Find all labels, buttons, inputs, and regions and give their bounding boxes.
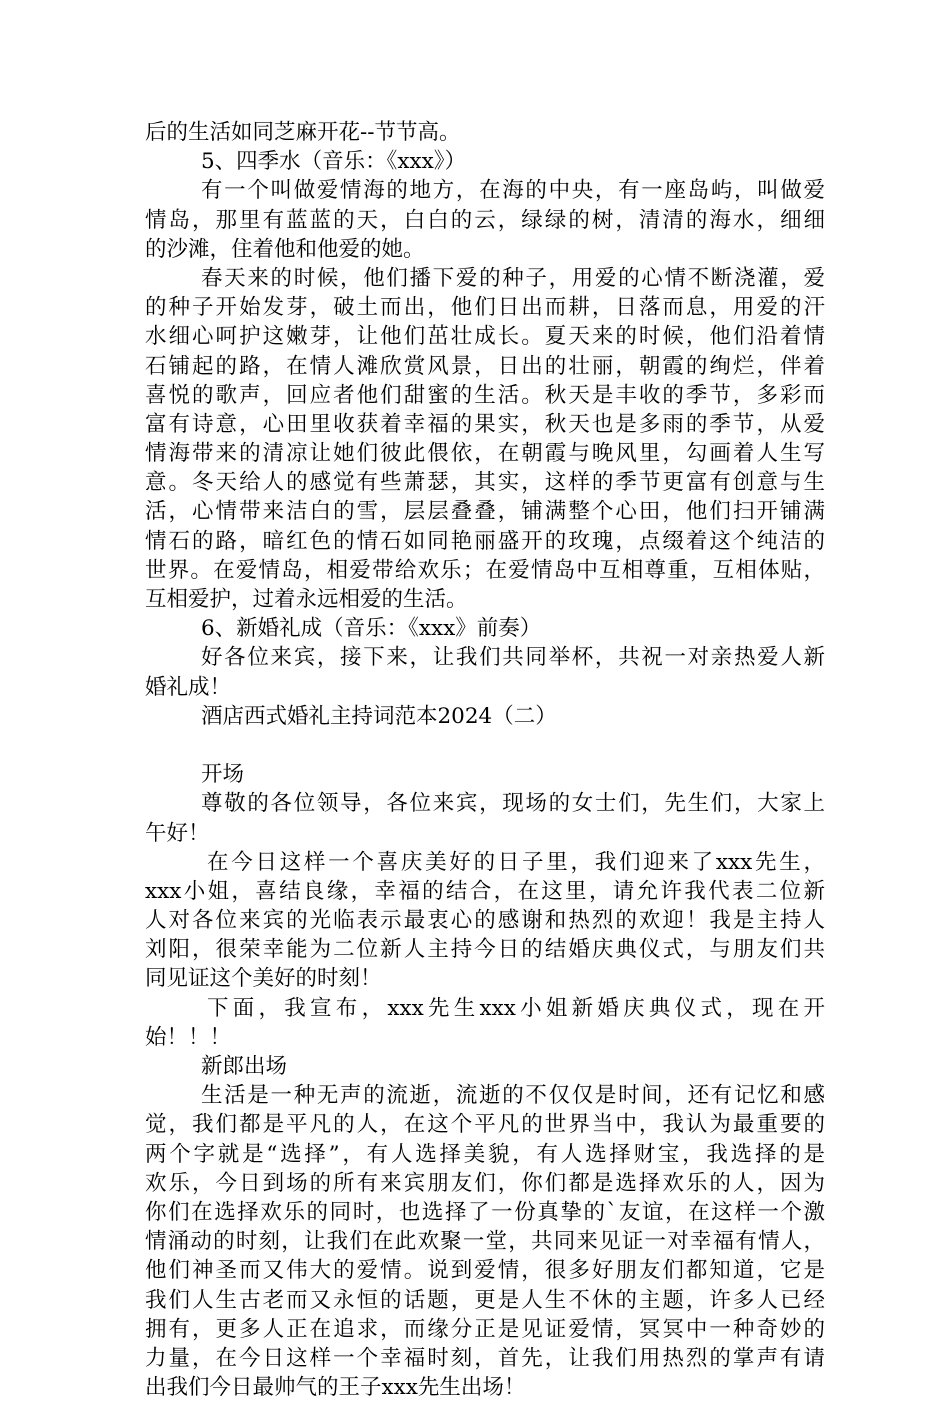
- paragraph-line: 有一个叫做爱情海的地方，在海的中央，有一座岛屿，叫做爱: [201, 178, 825, 204]
- paragraph-line: 我们人生古老而又永恒的话题，更是人生不休的主题，许多人已经: [145, 1287, 825, 1313]
- section-heading: 开场: [201, 762, 245, 788]
- paragraph-line: 石铺起的路，在情人滩欣赏风景，日出的壮丽，朝霞的绚烂，伴着: [145, 353, 825, 379]
- paragraph-line: 午好！: [145, 820, 210, 846]
- paragraph-line: 春天来的时候，他们播下爱的种子，用爱的心情不断浇灌，爱: [201, 265, 825, 291]
- paragraph-line: 互相爱护，过着永远相爱的生活。: [145, 587, 468, 612]
- paragraph-line: 人对各位来宾的光临表示最衷心的感谢和热烈的欢迎！我是主持人: [145, 908, 825, 934]
- paragraph-line: 情海带来的清凉让她们彼此偎依，在朝霞与晚风里，勾画着人生写: [145, 441, 825, 467]
- paragraph-line: 觉，我们都是平凡的人，在这个平凡的世界当中，我认为最重要的: [145, 1112, 825, 1138]
- paragraph-line: 出我们今日最帅气的王子xxx先生出场！: [145, 1375, 526, 1401]
- paragraph-line: 两个字就是“选择”，有人选择美貌，有人选择财宝，我选择的是: [145, 1141, 825, 1167]
- paragraph-line: 同见证这个美好的时刻！: [145, 966, 382, 992]
- paragraph-line: 刘阳，很荣幸能为二位新人主持今日的结婚庆典仪式，与朋友们共: [145, 937, 825, 963]
- document-title: 酒店西式婚礼主持词范本2024（二）: [201, 703, 557, 729]
- paragraph-line: 始！！！: [145, 1024, 232, 1050]
- paragraph-line: 下面，我宣布，xxx先生xxx小姐新婚庆典仪式，现在开: [207, 995, 825, 1021]
- document-page: [145, 118, 825, 1402]
- paragraph-line: 情岛，那里有蓝蓝的天，白白的云，绿绿的树，清清的海水，细细: [145, 207, 825, 233]
- paragraph-line: 的沙滩，住着他和他爱的她。: [145, 236, 425, 262]
- paragraph-line: 他们神圣而又伟大的爱情。说到爱情，很多好朋友们都知道，它是: [145, 1258, 825, 1284]
- paragraph-line: 在今日这样一个喜庆美好的日子里，我们迎来了xxx先生，: [207, 849, 825, 875]
- section-heading: 6、新婚礼成（音乐：《xxx》前奏）: [201, 616, 542, 642]
- paragraph-line: 世界。在爱情岛，相爱带给欢乐；在爱情岛中互相尊重，互相体贴，: [145, 557, 825, 583]
- paragraph-line: 情石的路，暗红色的情石如同艳丽盛开的玫瑰，点缀着这个纯洁的: [145, 528, 825, 554]
- paragraph-line: 欢乐，今日到场的所有来宾朋友们，你们都是选择欢乐的人，因为: [145, 1170, 825, 1196]
- paragraph-line: xxx小姐，喜结良缘，幸福的结合，在这里，请允许我代表二位新: [145, 878, 825, 904]
- paragraph-line: 婚礼成！: [145, 674, 232, 700]
- paragraph-line: 意。冬天给人的感觉有些萧瑟，其实，这样的季节更富有创意与生: [145, 470, 825, 496]
- paragraph-line: 力量，在今日这样一个幸福时刻，首先，让我们用热烈的掌声有请: [145, 1345, 825, 1371]
- paragraph-line: 生活是一种无声的流逝，流逝的不仅仅是时间，还有记忆和感: [201, 1083, 825, 1109]
- paragraph-line: 喜悦的歌声，回应者他们甜蜜的生活。秋天是丰收的季节，多彩而: [145, 382, 825, 408]
- blank-line: [145, 731, 825, 760]
- paragraph-line: 尊敬的各位领导，各位来宾，现场的女士们，先生们，大家上: [201, 791, 825, 817]
- paragraph-line: 的种子开始发芽，破土而出，他们日出而耕，日落而息，用爱的汗: [145, 295, 825, 321]
- paragraph-line: 情涌动的时刻，让我们在此欢聚一堂，共同来见证一对幸福有情人，: [145, 1229, 825, 1255]
- paragraph-line: 水细心呵护这嫩芽，让他们茁壮成长。夏天来的时候，他们沿着情: [145, 324, 825, 350]
- section-heading: 新郎出场: [201, 1054, 288, 1079]
- paragraph-line: 好各位来宾，接下来，让我们共同举杯，共祝一对亲热爱人新: [201, 645, 825, 671]
- paragraph-line: 你们在选择欢乐的同时，也选择了一份真挚的`友谊，在这样一个激: [145, 1199, 825, 1225]
- paragraph-line: 后的生活如同芝麻开花--节节高。: [145, 120, 461, 145]
- paragraph-line: 拥有，更多人正在追求，而缘分正是见证爱情，冥冥中一种奇妙的: [145, 1316, 825, 1342]
- paragraph-line: 活，心情带来洁白的雪，层层叠叠，铺满整个心田，他们扫开铺满: [145, 499, 825, 525]
- paragraph-line: 富有诗意，心田里收获着幸福的果实，秋天也是多雨的季节，从爱: [145, 411, 825, 437]
- section-heading: 5、四季水（音乐：《xxx》）: [201, 149, 467, 175]
